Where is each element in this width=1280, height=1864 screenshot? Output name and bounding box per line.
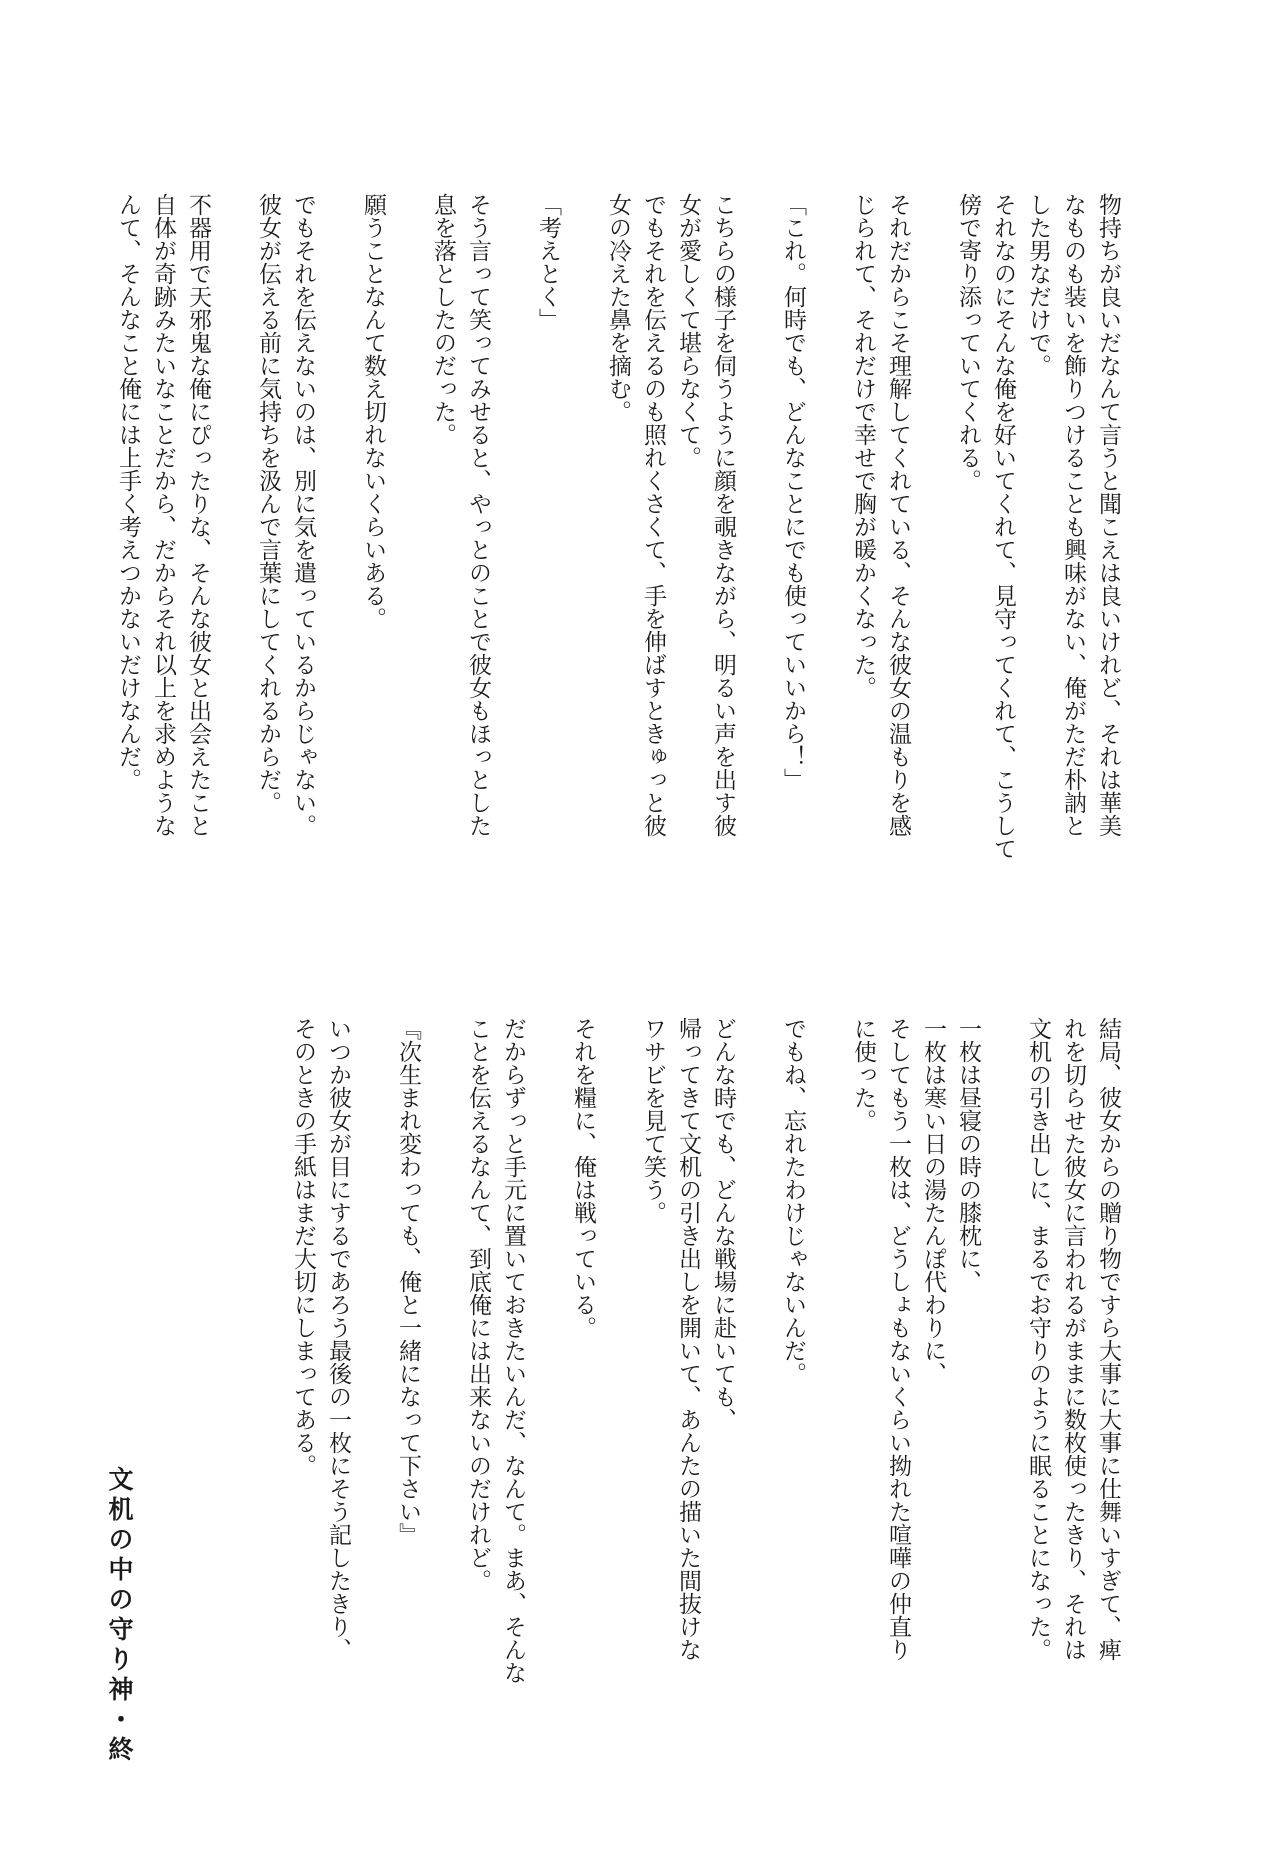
text-line: 女の冷えた鼻を摘む。 xyxy=(605,193,631,423)
end-title: 文机の中の守り神・終 xyxy=(105,1466,134,1766)
text-line: 自体が奇跡みたいなことだから、だからそれ以上を求めような xyxy=(150,193,176,837)
text-line: 一枚は昼寝の時の膝枕に、 xyxy=(955,1017,981,1293)
text-line: それを糧に、俺は戦っている。 xyxy=(570,1017,596,1339)
blank-line xyxy=(985,1017,1020,1737)
text-line: 帰ってきて文机の引き出しを開いて、あんたの描いた間抜けな xyxy=(675,1017,701,1661)
blank-line xyxy=(215,193,250,913)
text-line: 息を落としたのだった。 xyxy=(430,193,456,446)
text-line: でもそれを伝えないのは、別に気を遣っているからじゃない。 xyxy=(290,193,316,837)
text-line: れを切らせた彼女に言われるがままに数枚使ったきり、それは xyxy=(1060,1017,1086,1661)
text-line: いつか彼女が目にするであろう最後の一枚にそう記したきり、 xyxy=(325,1017,351,1661)
blank-line xyxy=(600,1017,635,1737)
text-line: に使った。 xyxy=(850,1017,876,1132)
text-line: ことを伝えるなんて、到底俺には出来ないのだけれど。 xyxy=(465,1017,491,1592)
blank-line xyxy=(425,1017,460,1737)
text-line: それなのにそんな俺を好いてくれて、見守ってくれて、こうして xyxy=(990,193,1016,860)
text-line: 「考えとく」 xyxy=(535,193,561,331)
text-line: そのときの手紙はまだ大切にしまってある。 xyxy=(290,1017,316,1477)
blank-line xyxy=(390,193,425,913)
blank-line xyxy=(530,1017,565,1737)
blank-line xyxy=(810,193,845,913)
text-line: 「これ。何時でも、どんなことにでも使っていいから！」 xyxy=(780,193,806,791)
text-line: 文机の引き出しに、まるでお守りのように眠ることになった。 xyxy=(1025,1017,1051,1661)
blank-line xyxy=(495,193,530,913)
text-line: 不器用で天邪鬼な俺にぴったりな、そんな彼女と出会えたこと xyxy=(185,193,211,837)
text-line: 傍で寄り添っていてくれる。 xyxy=(955,193,981,492)
text-line: でもそれを伝えるのも照れくさくて、手を伸ばすときゅっと彼 xyxy=(640,193,666,837)
text-line: した男なだけで。 xyxy=(1025,193,1051,377)
text-line: 願うことなんて数え切れないくらいある。 xyxy=(360,193,386,630)
text-line: こちらの様子を伺うように顔を覗きながら、明るい声を出す彼 xyxy=(710,193,736,837)
story-text-bottom xyxy=(285,1017,1125,1737)
text-line: 彼女が伝える前に気持ちを汲んで言葉にしてくれるからだ。 xyxy=(255,193,281,814)
story-text-top xyxy=(110,193,1125,913)
text-line: 物持ちが良いだなんて言うと聞こえは良いけれど、それは華美 xyxy=(1095,193,1121,837)
text-line: どんな時でも、どんな戦場に赴いても、 xyxy=(710,1017,736,1431)
blank-line xyxy=(915,193,950,913)
blank-line xyxy=(355,1017,390,1737)
text-line: でもね、忘れたわけじゃないんだ。 xyxy=(780,1017,806,1385)
text-line: それだからこそ理解してくれている、そんな彼女の温もりを感 xyxy=(885,193,911,837)
text-line: んて、そんなこと俺には上手く考えつかないだけなんだ。 xyxy=(115,193,141,791)
text-line: じられて、それだけで幸せで胸が暖かくなった。 xyxy=(850,193,876,699)
text-line: そしてもう一枚は、どうしょもないくらい拗れた喧嘩の仲直り xyxy=(885,1017,911,1661)
text-line: 結局、彼女からの贈り物ですら大事に大事に仕舞いすぎて、痺 xyxy=(1095,1017,1121,1661)
blank-line xyxy=(740,1017,775,1737)
text-line: 『次生まれ変わっても、俺と一緒になって下さい』 xyxy=(395,1017,421,1546)
text-line: ワサビを見て笑う。 xyxy=(640,1017,666,1224)
blank-line xyxy=(810,1017,845,1737)
text-line: なものも装いを飾りつけることも興味がない、俺がただ朴訥と xyxy=(1060,193,1086,837)
text-line: そう言って笑ってみせると、やっとのことで彼女もほっとした xyxy=(465,193,491,837)
blank-line xyxy=(565,193,600,913)
text-line: 女が愛しくて堪らなくて。 xyxy=(675,193,701,469)
text-line: 一枚は寒い日の湯たんぽ代わりに、 xyxy=(920,1017,946,1385)
blank-line xyxy=(740,193,775,913)
text-line: だからずっと手元に置いておきたいんだ、なんて。まあ、そんな xyxy=(500,1017,526,1684)
blank-line xyxy=(320,193,355,913)
